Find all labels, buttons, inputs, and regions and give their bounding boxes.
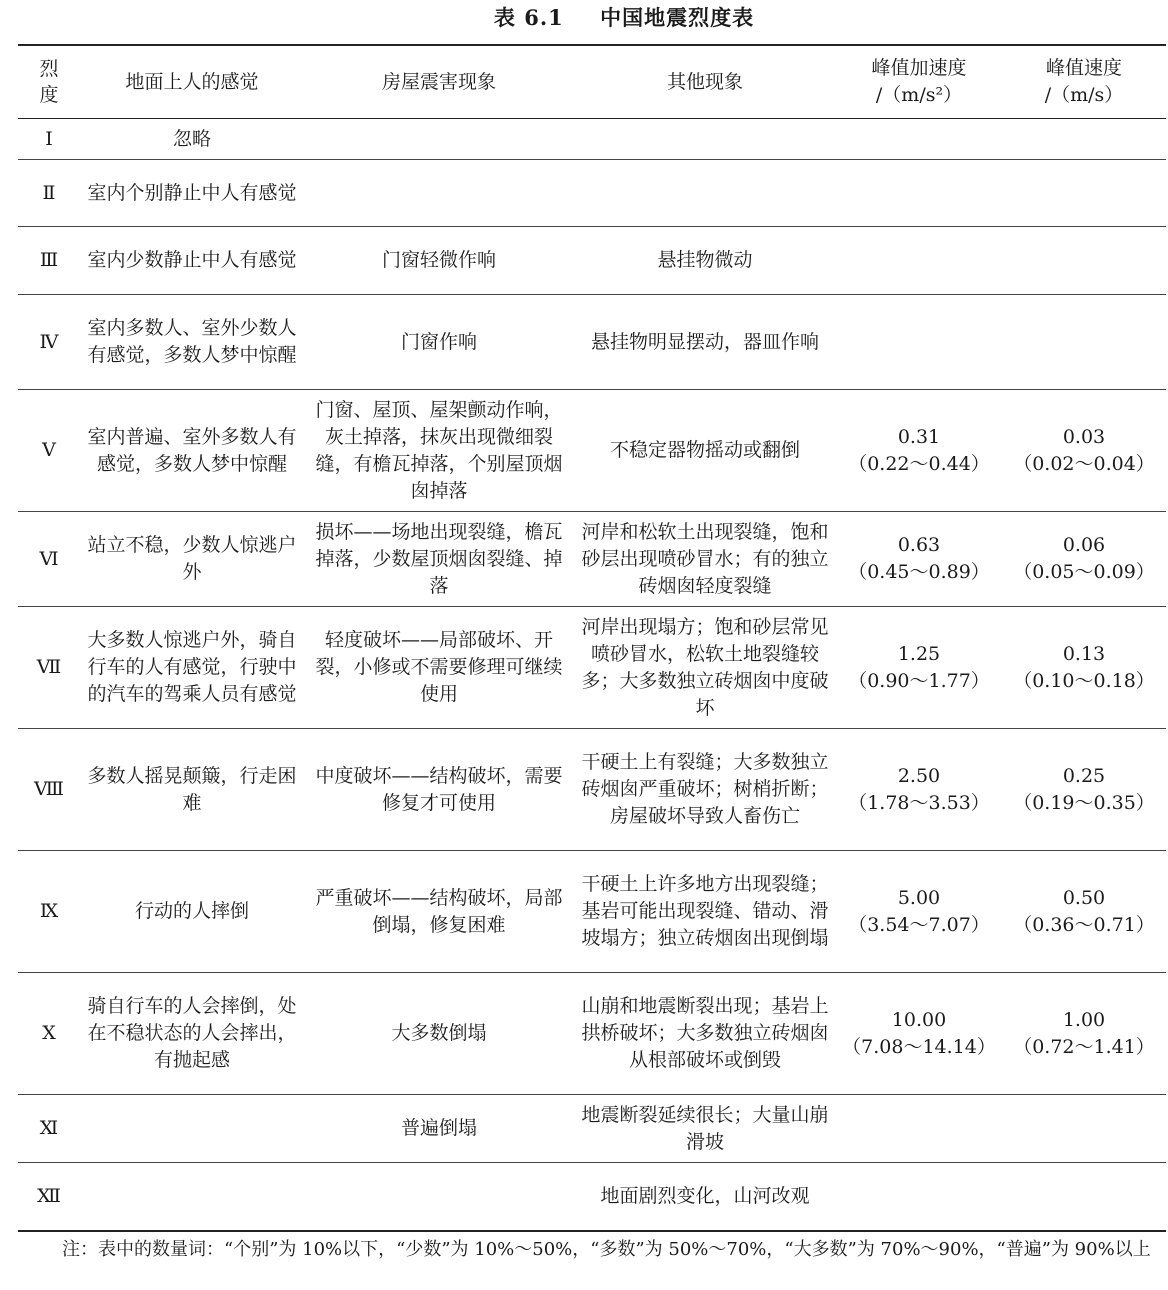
table-row: [18, 227, 1166, 295]
table-row: [18, 851, 1166, 973]
header-house: 房屋震害现象: [304, 45, 574, 119]
cell-feel: 忽略: [80, 119, 304, 160]
cell-other: 山崩和地震断裂出现；基岩上拱桥破坏；大多数独立砖烟囱从根部破坏或倒毁: [574, 973, 836, 1095]
cell-pgv: [1002, 1095, 1166, 1163]
cell-house: 轻度破坏——局部破坏、开裂，小修或不需要修理可继续使用: [304, 607, 574, 729]
cell-level: Ⅹ: [18, 973, 80, 1095]
table-row: [18, 1095, 1166, 1163]
cell-pga: 5.00 （3.54～7.07）: [836, 851, 1002, 973]
cell-level: Ⅶ: [18, 607, 80, 729]
cell-other: [574, 119, 836, 160]
cell-house: 门窗轻微作响: [304, 227, 574, 295]
cell-other: 地面剧烈变化，山河改观: [574, 1163, 836, 1231]
cell-other: 干硬土上有裂缝；大多数独立砖烟囱严重破坏；树梢折断；房屋破坏导致人畜伤亡: [574, 729, 836, 851]
cell-house: 损坏——场地出现裂缝，檐瓦掉落，少数屋顶烟囱裂缝、掉落: [304, 512, 574, 607]
cell-level: Ⅰ: [18, 119, 80, 160]
table-row: [18, 160, 1166, 227]
cell-feel: 室内多数人、室外少数人有感觉，多数人梦中惊醒: [80, 295, 304, 390]
cell-pgv: 0.06 （0.05～0.09）: [1002, 512, 1166, 607]
header-pga-label: 峰值加速度: [871, 57, 967, 79]
cell-feel: 骑自行车的人会摔倒，处在不稳状态的人会摔出，有抛起感: [80, 973, 304, 1095]
cell-other: 河岸和松软土出现裂缝，饱和砂层出现喷砂冒水；有的独立砖烟囱轻度裂缝: [574, 512, 836, 607]
cell-level: Ⅺ: [18, 1095, 80, 1163]
cell-level: Ⅸ: [18, 851, 80, 973]
cell-house: 大多数倒塌: [304, 973, 574, 1095]
cell-level: Ⅴ: [18, 390, 80, 512]
cell-house: 普遍倒塌: [304, 1095, 574, 1163]
table-row: [18, 295, 1166, 390]
cell-level: Ⅷ: [18, 729, 80, 851]
cell-pga: 0.31 （0.22～0.44）: [836, 390, 1002, 512]
cell-other: 悬挂物微动: [574, 227, 836, 295]
cell-level: Ⅵ: [18, 512, 80, 607]
table-footnote: 注：表中的数量词：“个别”为 10%以下，“少数”为 10%～50%，“多数”为 50%～70%，“大多数”为 70%～90%，“普遍”为 90%以上: [62, 1239, 1151, 1260]
cell-pgv: [1002, 295, 1166, 390]
cell-pgv: [1002, 160, 1166, 227]
table-row: [18, 390, 1166, 512]
cell-pgv: [1002, 227, 1166, 295]
cell-house: 门窗作响: [304, 295, 574, 390]
header-feel: 地面上人的感觉: [80, 45, 304, 119]
cell-pga: 2.50 （1.78～3.53）: [836, 729, 1002, 851]
table-row: [18, 512, 1166, 607]
cell-pga: 0.63 （0.45～0.89）: [836, 512, 1002, 607]
cell-feel: [80, 1163, 304, 1231]
cell-house: 严重破坏——结构破坏，局部倒塌，修复困难: [304, 851, 574, 973]
cell-pga: [836, 295, 1002, 390]
cell-feel: 行动的人摔倒: [80, 851, 304, 973]
cell-pgv: [1002, 119, 1166, 160]
cell-pga: 1.25 （0.90～1.77）: [836, 607, 1002, 729]
table-row: [18, 119, 1166, 160]
cell-pga: [836, 1095, 1002, 1163]
header-pgv-label: 峰值速度: [1045, 57, 1122, 79]
cell-other: 悬挂物明显摆动，器皿作响: [574, 295, 836, 390]
header-pgv-unit: /（m/s）: [1044, 84, 1124, 106]
cell-level: Ⅲ: [18, 227, 80, 295]
cell-pgv: 0.25 （0.19～0.35）: [1002, 729, 1166, 851]
cell-pga: [836, 119, 1002, 160]
cell-feel: 室内少数静止中人有感觉: [80, 227, 304, 295]
cell-other: 河岸出现塌方；饱和砂层常见喷砂冒水，松软土地裂缝较多；大多数独立砖烟囱中度破坏: [574, 607, 836, 729]
header-pgv: [1002, 45, 1166, 119]
cell-level: Ⅱ: [18, 160, 80, 227]
cell-pgv: 0.03 （0.02～0.04）: [1002, 390, 1166, 512]
table-row: [18, 729, 1166, 851]
cell-level: Ⅻ: [18, 1163, 80, 1231]
cell-house: [304, 160, 574, 227]
header-other: 其他现象: [574, 45, 836, 119]
table-row: [18, 973, 1166, 1095]
cell-house: 门窗、屋顶、屋架颤动作响，灰土掉落，抹灰出现微细裂缝，有檐瓦掉落，个别屋顶烟囱掉落: [304, 390, 574, 512]
cell-feel: 站立不稳，少数人惊逃户外: [80, 512, 304, 607]
cell-feel: 室内普遍、室外多数人有感觉，多数人梦中惊醒: [80, 390, 304, 512]
cell-feel: 多数人摇晃颠簸，行走困难: [80, 729, 304, 851]
cell-other: 地震断裂延续很长；大量山崩滑坡: [574, 1095, 836, 1163]
cell-house: [304, 1163, 574, 1231]
intensity-table: [18, 44, 1166, 1232]
cell-pgv: 0.13 （0.10～0.18）: [1002, 607, 1166, 729]
cell-feel: 大多数人惊逃户外，骑自行车的人有感觉，行驶中的汽车的驾乘人员有感觉: [80, 607, 304, 729]
cell-pga: 10.00 （7.08～14.14）: [836, 973, 1002, 1095]
header-pga-unit: /（m/s²）: [875, 84, 963, 106]
cell-pgv: [1002, 1163, 1166, 1231]
cell-pga: [836, 160, 1002, 227]
cell-other: [574, 160, 836, 227]
cell-level: Ⅳ: [18, 295, 80, 390]
cell-other: 干硬土上许多地方出现裂缝；基岩可能出现裂缝、错动、滑坡塌方；独立砖烟囱出现倒塌: [574, 851, 836, 973]
header-pga: [836, 45, 1002, 119]
table-row: [18, 607, 1166, 729]
cell-pgv: 1.00 （0.72～1.41）: [1002, 973, 1166, 1095]
cell-pga: [836, 227, 1002, 295]
cell-pga: [836, 1163, 1002, 1231]
cell-house: 中度破坏——结构破坏，需要修复才可使用: [304, 729, 574, 851]
table-caption: 中国地震烈度表: [600, 5, 755, 30]
cell-feel: 室内个别静止中人有感觉: [80, 160, 304, 227]
table-row: [18, 1163, 1166, 1231]
table-title: [0, 2, 1168, 32]
table-number: 表 6.1: [493, 5, 564, 30]
header-intensity: 烈度: [18, 45, 80, 119]
cell-pgv: 0.50 （0.36～0.71）: [1002, 851, 1166, 973]
header-row: [18, 45, 1166, 119]
cell-house: [304, 119, 574, 160]
cell-feel: [80, 1095, 304, 1163]
cell-other: 不稳定器物摇动或翻倒: [574, 390, 836, 512]
